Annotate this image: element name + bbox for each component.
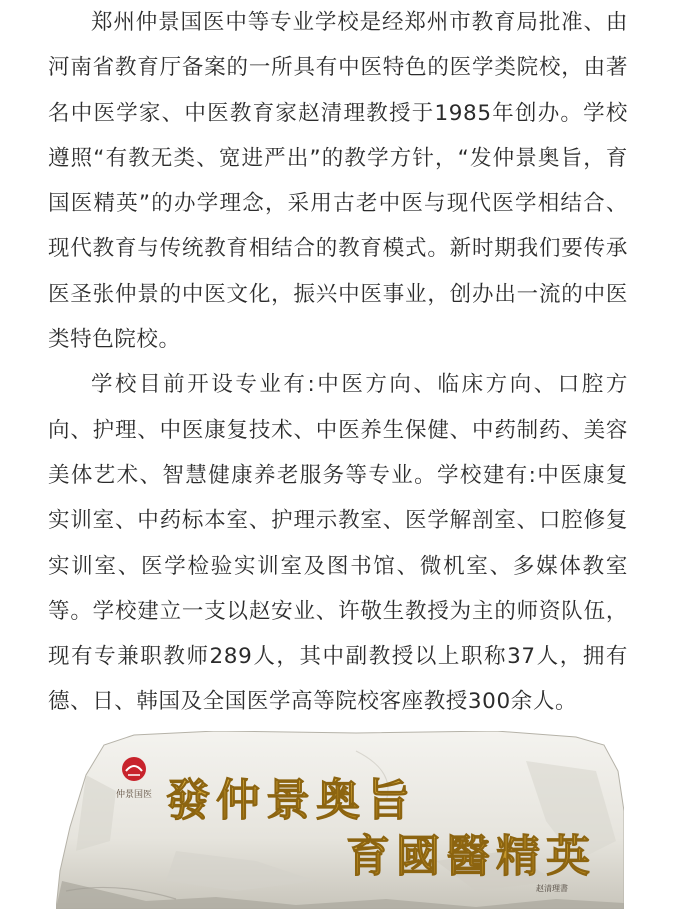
majors-paragraph: 学校目前开设专业有:中医方向、临床方向、口腔方向、护理、中医康复技术、中医养生保健、中药制药、美容美体艺术、智慧健康养老服务等专业。学校建有:中医康复实训室、中药标本室、护理示教室、医学解剖室、口腔修复实训室、医学检验实训室及图书馆、微机室、多媒体教室等。学校建立一支以赵安业、许敬生教授为主的师资队伍，现有专兼职教师289人，其中副教授以上职称37人，拥有德、日、韩国及全国医学高等院校客座教授300余人。: [48, 372, 628, 715]
calligraphy-line-1: 發仲景奥旨: [166, 775, 416, 826]
signature: 赵清理書: [536, 884, 568, 893]
inscribed-stone-photo: [56, 731, 624, 909]
seal-caption: 仲景国医: [115, 790, 153, 800]
intro-paragraph: 郑州仲景国医中等专业学校是经郑州市教育局批准、由河南省教育厅备案的一所具有中医特色的医学类院校，由著名中医学家、中医教育家赵清理教授于1985年创办。学校遵照“有教无类、宽进严出”的教学方针，“发仲景奥旨，育国医精英”的办学理念，采用古老中医与现代医学相结合、现代教育与传统教育相结合的教育模式。新时期我们要传承医圣张仲景的中医文化，振兴中医事业，创办出一流的中医类特色院校。: [48, 10, 628, 353]
seal-logo-icon: [122, 757, 146, 781]
stone-illustration: [56, 731, 624, 909]
calligraphy-line-2: 育國醫精英: [346, 831, 596, 882]
article-body: [48, 0, 628, 725]
